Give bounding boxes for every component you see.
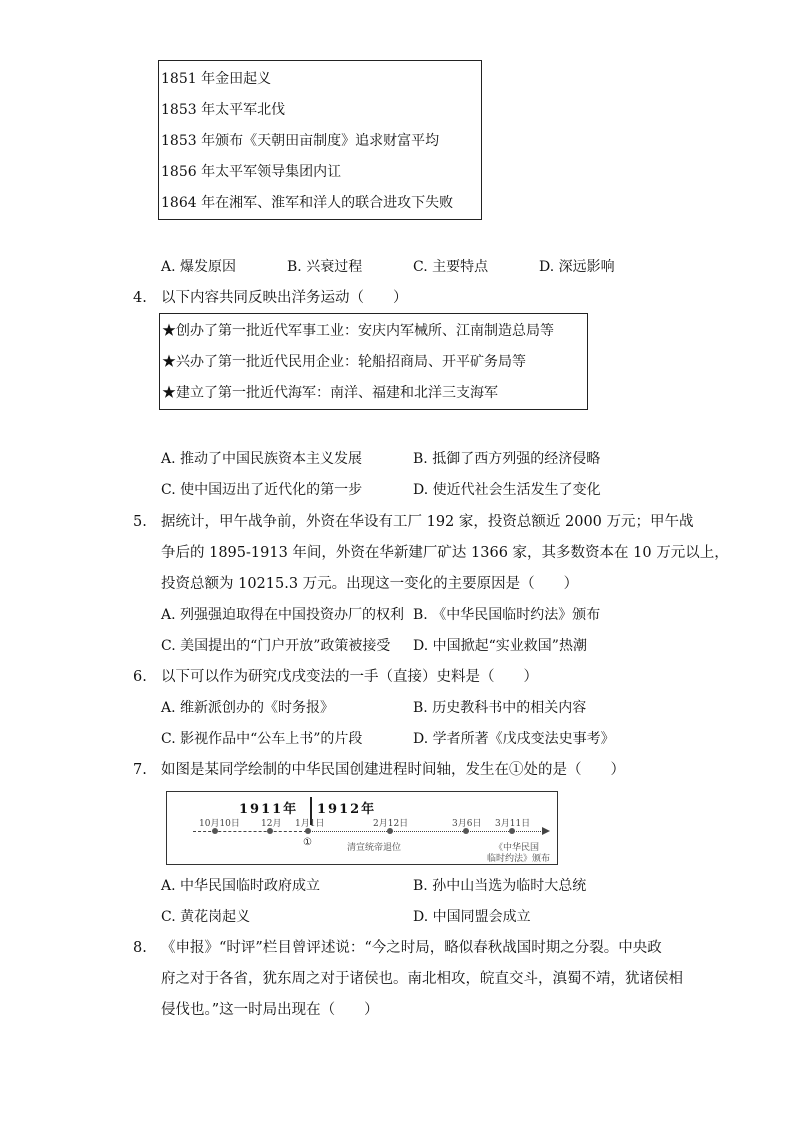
q5-option-b[interactable]: B. 《中华民国临时约法》颁布 (413, 607, 601, 623)
q8-stem-line: 侵伐也。”这一时局出现在（ ） (161, 1002, 379, 1018)
q3-box-line: 1856 年太平军领导集团内讧 (161, 164, 342, 180)
q5-number: 5. (133, 514, 147, 530)
q7-option-b[interactable]: B. 孙中山当选为临时大总统 (413, 878, 587, 894)
q7-option-d[interactable]: D. 中国同盟会成立 (413, 909, 531, 925)
timeline-date-label: 12月 (261, 819, 282, 829)
q7-option-a[interactable]: A. 中华民国临时政府成立 (161, 878, 321, 894)
q6-option-b[interactable]: B. 历史教科书中的相关内容 (413, 700, 587, 716)
timeline-date-label: 2月12日 (373, 819, 409, 829)
q5-stem-line: 争后的 1895-1913 年间，外资在华新建厂矿达 1366 家，其多数资本在 10 万元以上， (161, 545, 729, 561)
timeline-marker-1: ① (303, 837, 312, 848)
q5-stem-line: 投资总额为 10215.3 万元。出现这一变化的主要原因是（ ） (161, 576, 579, 592)
timeline-axis-dashed (193, 831, 307, 832)
q8-stem-line: 《申报》“时评”栏目曾评述说：“今之时局，略似春秋战国时期之分裂。中央政 (161, 940, 662, 956)
q8-number: 8. (133, 940, 147, 956)
q4-option-a[interactable]: A. 推动了中国民族资本主义发展 (161, 451, 363, 467)
timeline-event-law: 临时约法》颁布 (487, 854, 551, 864)
q4-option-c[interactable]: C. 使中国迈出了近代化的第一步 (161, 482, 363, 498)
q4-box-line: ★兴办了第一批近代民用企业：轮船招商局、开平矿务局等 (162, 354, 526, 370)
timeline-arrow-head (542, 827, 550, 835)
q3-box-line: 1853 年太平军北伐 (161, 102, 286, 118)
q3-option-a[interactable]: A. 爆发原因 (161, 259, 237, 275)
timeline-event-abdication: 清宣统帝退位 (347, 843, 402, 853)
q7-number: 7. (133, 762, 147, 778)
q3-option-b[interactable]: B. 兴衰过程 (287, 259, 363, 275)
q5-option-c[interactable]: C. 美国提出的“门户开放”政策被接受 (161, 638, 391, 654)
q8-stem-line: 府之对于各省，犹东周之对于诸侯也。南北相攻，皖直交斗，滇蜀不靖，犹诸侯相 (161, 971, 683, 987)
q3-option-d[interactable]: D. 深远影响 (539, 259, 615, 275)
q3-events-box (158, 60, 482, 220)
q4-stem: 以下内容共同反映出洋务运动（ ） (161, 290, 408, 306)
q3-box-line: 1851 年金田起义 (161, 71, 272, 87)
q6-stem: 以下可以作为研究戊戌变法的一手（直接）史料是（ ） (161, 669, 538, 685)
q3-option-c[interactable]: C. 主要特点 (413, 259, 489, 275)
q4-content-box (159, 313, 588, 410)
timeline-year-1912: 1912年 (317, 802, 377, 817)
q7-timeline-figure (166, 791, 558, 865)
q4-option-b[interactable]: B. 抵御了西方列强的经济侵略 (413, 451, 601, 467)
q4-number: 4. (133, 290, 147, 306)
q4-box-line: ★建立了第一批近代海军：南洋、福建和北洋三支海军 (162, 385, 498, 401)
timeline-year-1911: 1911年 (239, 802, 299, 817)
q6-option-c[interactable]: C. 影视作品中“公车上书”的片段 (161, 731, 363, 747)
q4-box-line: ★创办了第一批近代军事工业：安庆内军械所、江南制造总局等 (162, 323, 554, 339)
q6-option-a[interactable]: A. 维新派创办的《时务报》 (161, 700, 335, 716)
q5-stem-line: 据统计，甲午战争前，外资在华设有工厂 192 家，投资总额近 2000 万元；甲午战 (161, 514, 694, 530)
timeline-date-label: 3月11日 (495, 819, 531, 829)
timeline-date-label: 1月1日 (295, 819, 325, 829)
q5-option-a[interactable]: A. 列强强迫取得在中国投资办厂的权利 (161, 607, 405, 623)
q6-number: 6. (133, 669, 147, 685)
q7-stem: 如图是某同学绘制的中华民国创建进程时间轴，发生在①处的是（ ） (161, 762, 625, 778)
q7-option-c[interactable]: C. 黄花岗起义 (161, 909, 251, 925)
q3-box-line: 1864 年在湘军、淮军和洋人的联合进攻下失败 (161, 195, 454, 211)
q4-option-d[interactable]: D. 使近代社会生活发生了变化 (413, 482, 601, 498)
timeline-date-label: 10月10日 (199, 819, 240, 829)
q5-option-d[interactable]: D. 中国掀起“实业救国”热潮 (413, 638, 587, 654)
q6-option-d[interactable]: D. 学者所著《戊戌变法史事考》 (413, 731, 615, 747)
q3-box-line: 1853 年颁布《天朝田亩制度》追求财富平均 (161, 133, 440, 149)
timeline-axis-dotted (307, 831, 543, 832)
timeline-event-law: 《中华民国 (494, 843, 540, 853)
timeline-date-label: 3月6日 (452, 819, 482, 829)
